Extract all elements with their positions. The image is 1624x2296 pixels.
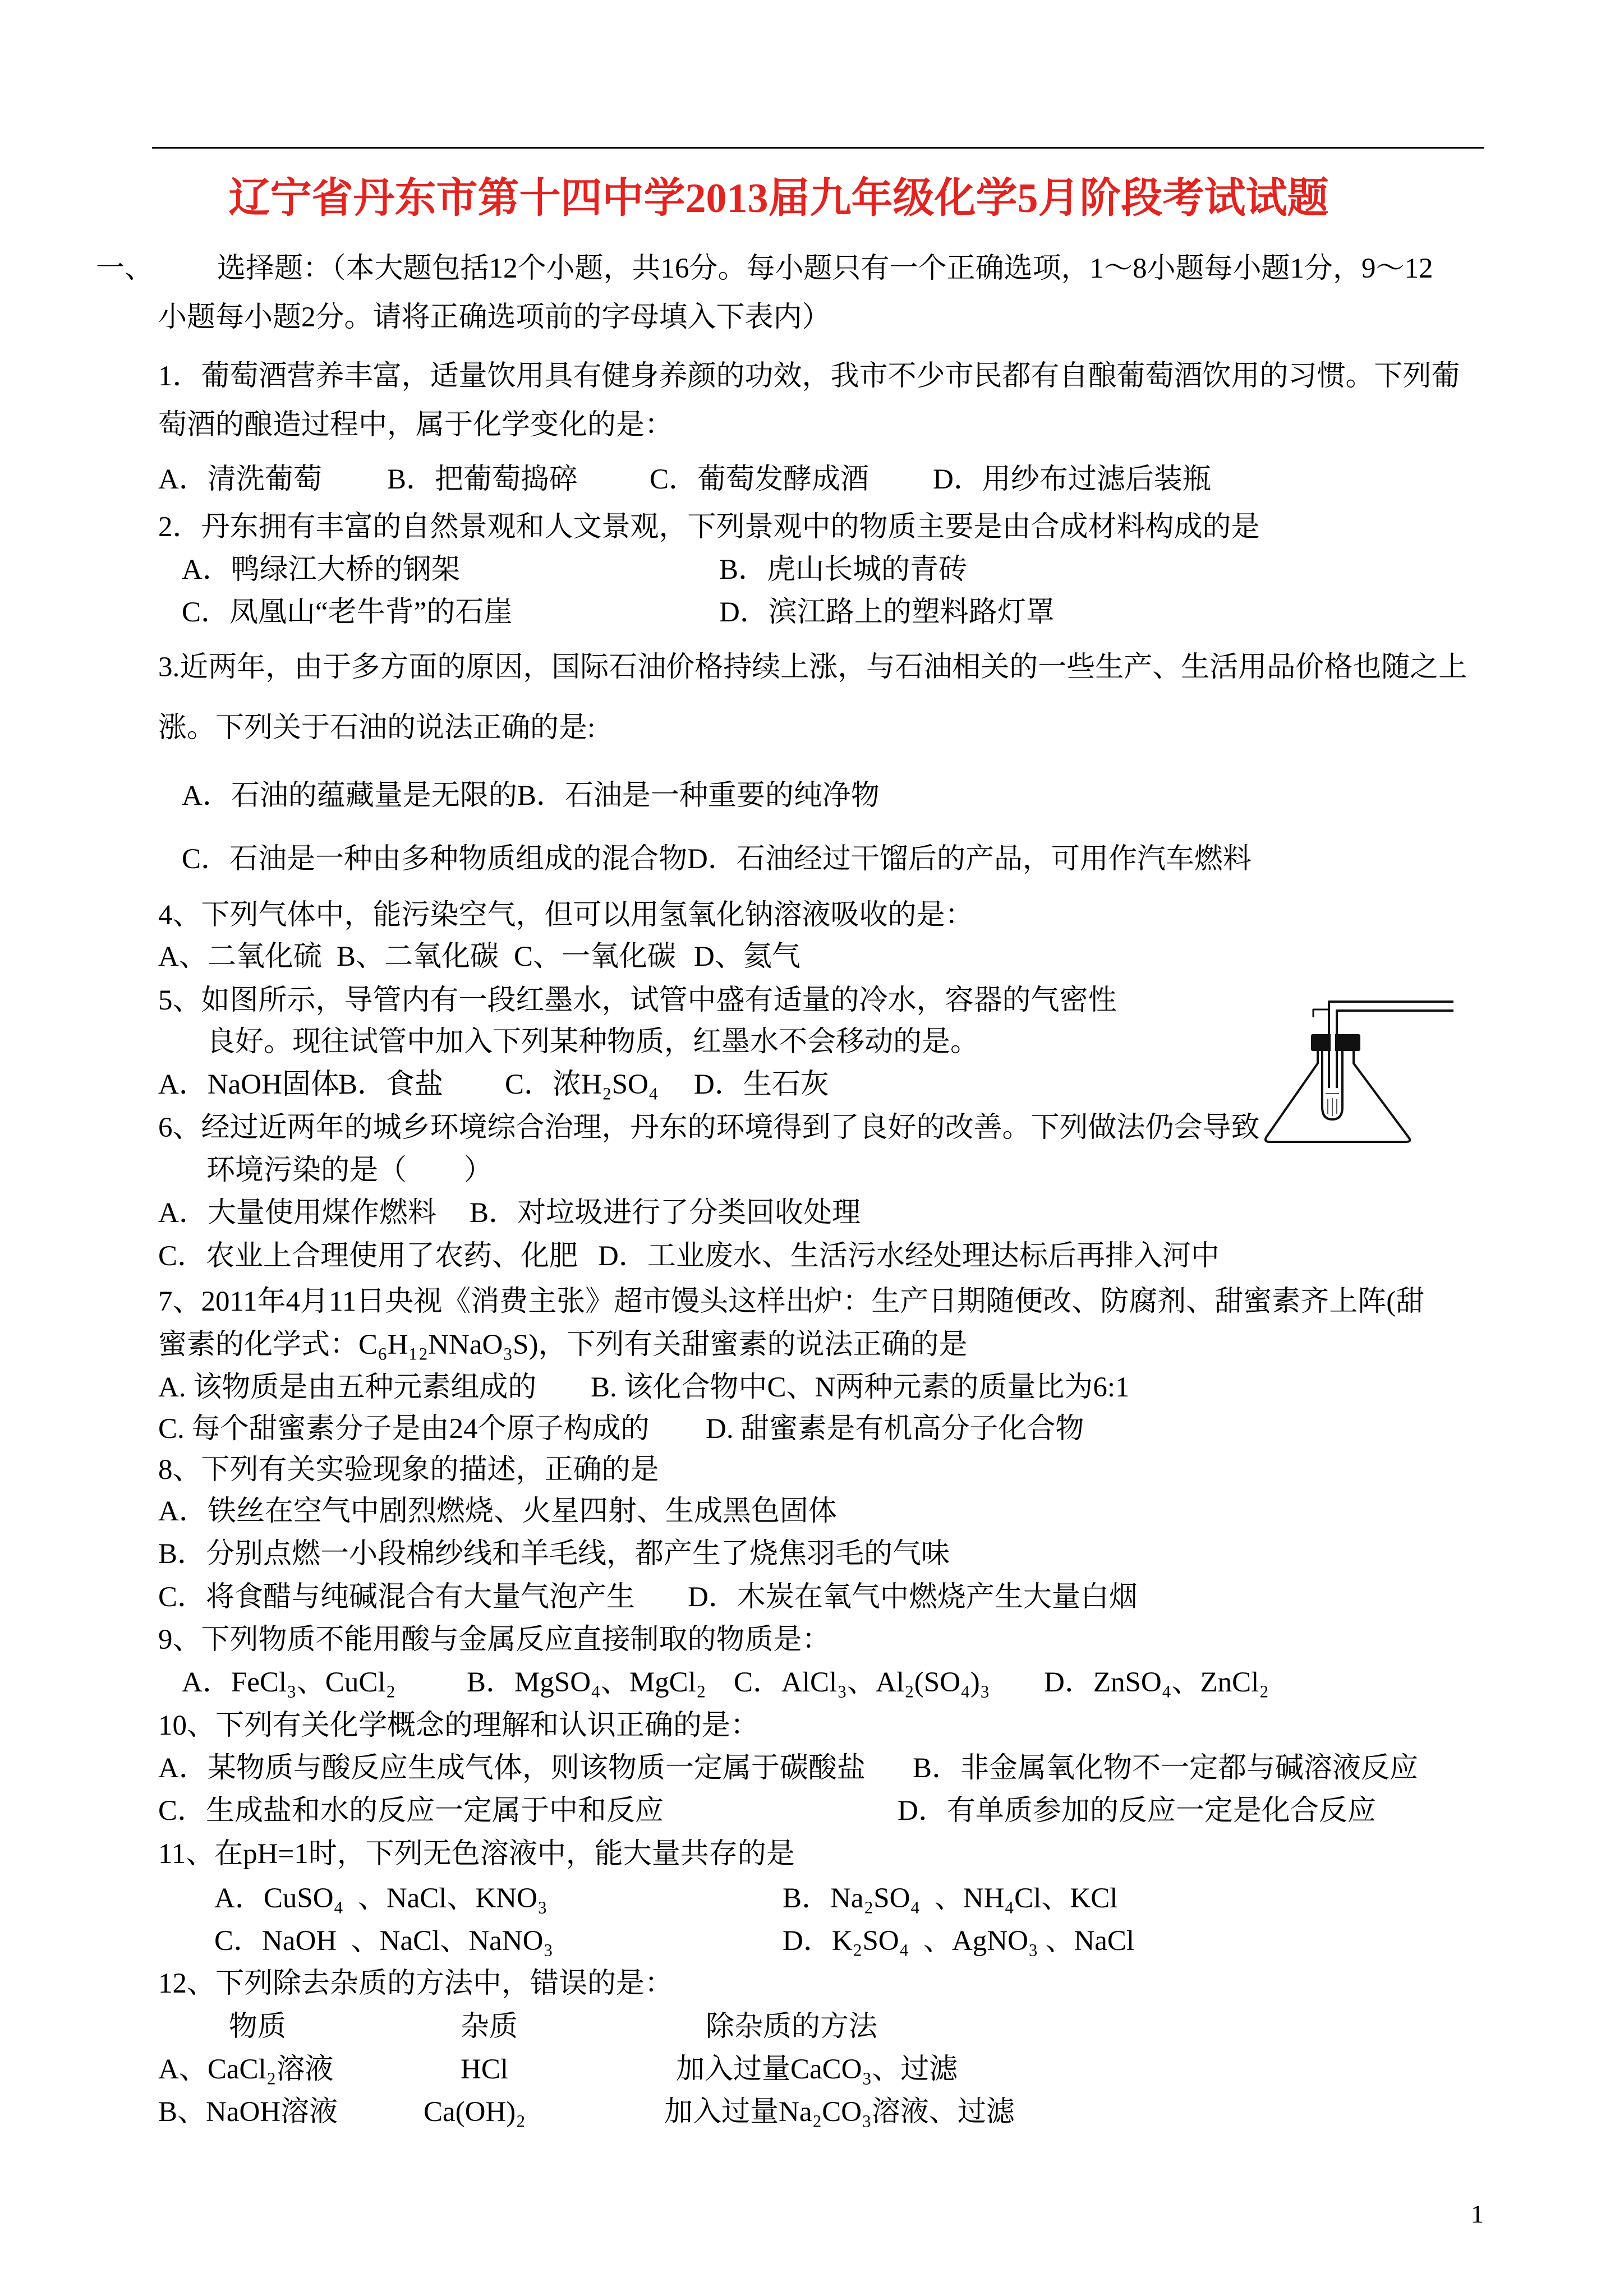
tube-through-stopper [1331, 1033, 1335, 1052]
q2-option-d: D．滨江路上的塑料路灯罩 [719, 597, 1055, 628]
q12-table-cell-method: 加入过量CaCO₃、过滤 [676, 2054, 958, 2085]
q10-option-a: A．某物质与酸反应生成气体，则该物质一定属于碳酸盐 [158, 1753, 866, 1784]
q12-table-cell-method: 加入过量Na₂CO₃溶液、过滤 [664, 2096, 1015, 2128]
q2-option-a: A．鸭绿江大桥的钢架 [182, 554, 460, 585]
q1-option-d: D．用纱布过滤后装瓶 [933, 464, 1211, 495]
q3-option-row [182, 842, 1252, 876]
q5-option-b: B．食盐 [338, 1069, 444, 1100]
q12-stem-line: 12、下列除去杂质的方法中，错误的是： [158, 1968, 674, 1999]
q7-option-d: D. 甜蜜素是有机高分子化合物 [706, 1413, 1084, 1445]
q7-option-b: B. 该化合物中C、N两种元素的质量比为6:1 [591, 1372, 1130, 1403]
q8-option-b: B．分别点燃一小段棉纱线和羊毛线，都产生了烧焦羽毛的气味 [158, 1538, 950, 1570]
q11-option-d: D．K₂SO₄ 、AgNO₃ 、NaCl [783, 1925, 1135, 1957]
q3-stem-line: 涨。下列关于石油的说法正确的是: [158, 712, 596, 744]
q2-option-c: C．凤凰山“老牛背”的石崖 [182, 597, 513, 628]
q12-table-cell-substance: B、NaOH溶液 [158, 2096, 338, 2128]
q8-option-a: A．铁丝在空气中剧烈燃烧、火星四射、生成黑色固体 [158, 1496, 837, 1527]
q11-option-b: B．Na₂SO₄ 、NH₄Cl、KCl [783, 1883, 1118, 1914]
page-title: 辽宁省丹东市第十四中学2013届九年级化学5月阶段考试试题 [228, 176, 1329, 222]
q3-option-c: C．石油是一种由多种物质组成的混合物 [182, 843, 688, 875]
q12-table-cell-impurity: HCl [461, 2054, 509, 2085]
q8-option-d: D．木炭在氧气中燃烧产生大量白烟 [688, 1582, 1138, 1613]
section-intro-line: 选择题：（本大题包括12个小题，共16分。每小题只有一个正确选项，1～8小题每小题1分，9～12 [217, 253, 1433, 284]
q7-stem-line: 7、2011年4月11日央视《消费主张》超市馒头这样出炉：生产日期随便改、防腐剂、甜蜜素齐上阵(甜 [158, 1286, 1425, 1317]
section-intro-line: 小题每小题2分。请将正确选项前的字母填入下表内） [158, 302, 831, 333]
q8-option-c: C．将食醋与纯碱混合有大量气泡产生 [158, 1582, 636, 1613]
q2-stem-line: 2．丹东拥有丰富的自然景观和人文景观，下列景观中的物质主要是由合成材料构成的是 [158, 511, 1260, 543]
q7-option-c: C. 每个甜蜜素分子是由24个原子构成的 [158, 1413, 650, 1445]
q1-option-c: C．葡萄发酵成酒 [650, 464, 869, 495]
q12-table-header-impurity: 杂质 [461, 2011, 518, 2043]
q5-option-a: A．NaOH固体 [158, 1069, 339, 1100]
q6-stem-line: 6、经过近两年的城乡环境综合治理，丹东的环境得到了良好的改善。下列做法仍会导致 [158, 1112, 1260, 1144]
q12-table-cell-substance: A、CaCl₂溶液 [158, 2054, 334, 2085]
q12-table-header-method: 除杂质的方法 [706, 2011, 878, 2043]
q6-stem-line: 环境污染的是（ ） [206, 1155, 493, 1186]
q12-table-cell-impurity: Ca(OH)₂ [424, 2096, 526, 2128]
flask-apparatus-diagram [1259, 987, 1461, 1155]
q4-option-b: B、二氧化碳 [337, 941, 499, 972]
q8-stem-line: 8、下列有关实验现象的描述，正确的是 [158, 1454, 659, 1486]
q3-stem-line: 3.近两年，由于多方面的原因，国际石油价格持续上涨，与石油相关的一些生产、生活用品价格也随之上 [158, 652, 1467, 683]
q5-stem-line: 良好。现往试管中加入下列某种物质，红墨水不会移动的是。 [206, 1026, 979, 1058]
q3-option-row [182, 779, 880, 813]
q3-option-a: A．石油的蕴藏量是无限的 [182, 780, 517, 812]
q4-stem-line: 4、下列气体中，能污染空气，但可以用氢氧化钠溶液吸收的是： [158, 900, 974, 931]
q2-option-b: B．虎山长城的青砖 [719, 554, 968, 585]
q10-option-d: D．有单质参加的反应一定是化合反应 [898, 1795, 1376, 1827]
q4-option-c: C、一氧化碳 [514, 941, 677, 972]
q10-option-c: C．生成盐和水的反应一定属于中和反应 [158, 1795, 664, 1827]
q1-option-b: B．把葡萄捣碎 [387, 464, 578, 495]
q6-option-c: C．农业上合理使用了农药、化肥 [158, 1241, 578, 1272]
q6-option-d: D．工业废水、生活污水经处理达标后再排入河中 [598, 1241, 1220, 1272]
glass-tube-stub [1313, 1009, 1329, 1017]
q5-option-c: C．浓H₂SO₄ [505, 1069, 659, 1100]
q1-stem-line: 1．葡萄酒营养丰富，适量饮用具有健身养颜的功效，我市不少市民都有自酿葡萄酒饮用的习惯。下列葡 [158, 361, 1460, 392]
q3-option-b: B．石油是一种重要的纯净物 [517, 780, 880, 812]
q11-option-c: C．NaOH 、NaCl、NaNO₃ [214, 1925, 554, 1957]
q9-option-c: C．AlCl₃、Al₂(SO₄)₃ [734, 1667, 990, 1698]
q6-option-a: A．大量使用煤作燃料 [158, 1197, 436, 1229]
water-in-test-tube [1326, 1094, 1339, 1116]
q5-option-d: D．生石灰 [694, 1069, 829, 1100]
top-rule [152, 147, 1484, 149]
q10-stem-line: 10、下列有关化学概念的理解和认识正确的是： [158, 1710, 760, 1741]
q6-option-b: B．对垃圾进行了分类回收处理 [470, 1197, 861, 1229]
section-number: 一、 [96, 253, 154, 284]
q7-stem-line: 蜜素的化学式：C₆H₁₂NNaO₃S)，下列有关甜蜜素的说法正确的是 [158, 1329, 968, 1361]
q9-option-b: B．MgSO₄、MgCl₂ [467, 1667, 706, 1698]
q1-stem-line: 萄酒的酿造过程中，属于化学变化的是： [158, 409, 674, 441]
q4-option-a: A、二氧化硫 [158, 941, 322, 972]
q9-stem-line: 9、下列物质不能用酸与金属反应直接制取的物质是： [158, 1624, 831, 1656]
q12-table-header-substance: 物质 [229, 2011, 287, 2043]
q9-option-a: A．FeCl₃、CuCl₂ [182, 1667, 396, 1698]
q7-option-a: A. 该物质是由五种元素组成的 [158, 1372, 537, 1403]
q9-option-d: D．ZnSO₄、ZnCl₂ [1044, 1667, 1269, 1698]
q5-stem-line: 5、如图所示，导管内有一段红墨水，试管中盛有适量的冷水，容器的气密性 [158, 985, 1117, 1016]
q11-stem-line: 11、在pH=1时，下列无色溶液中，能大量共存的是 [158, 1838, 795, 1870]
q3-option-d: D．石油经过干馏后的产品，可用作汽车燃料 [687, 843, 1252, 875]
q1-option-a: A．清洗葡萄 [158, 464, 322, 495]
q10-option-b: B．非金属氧化物不一定都与碱溶液反应 [913, 1753, 1419, 1784]
q11-option-a: A．CuSO₄ 、NaCl、KNO₃ [214, 1883, 548, 1914]
rubber-stopper [1311, 1034, 1360, 1051]
q4-option-d: D、氦气 [694, 941, 801, 972]
page-number: 1 [1471, 2200, 1484, 2228]
